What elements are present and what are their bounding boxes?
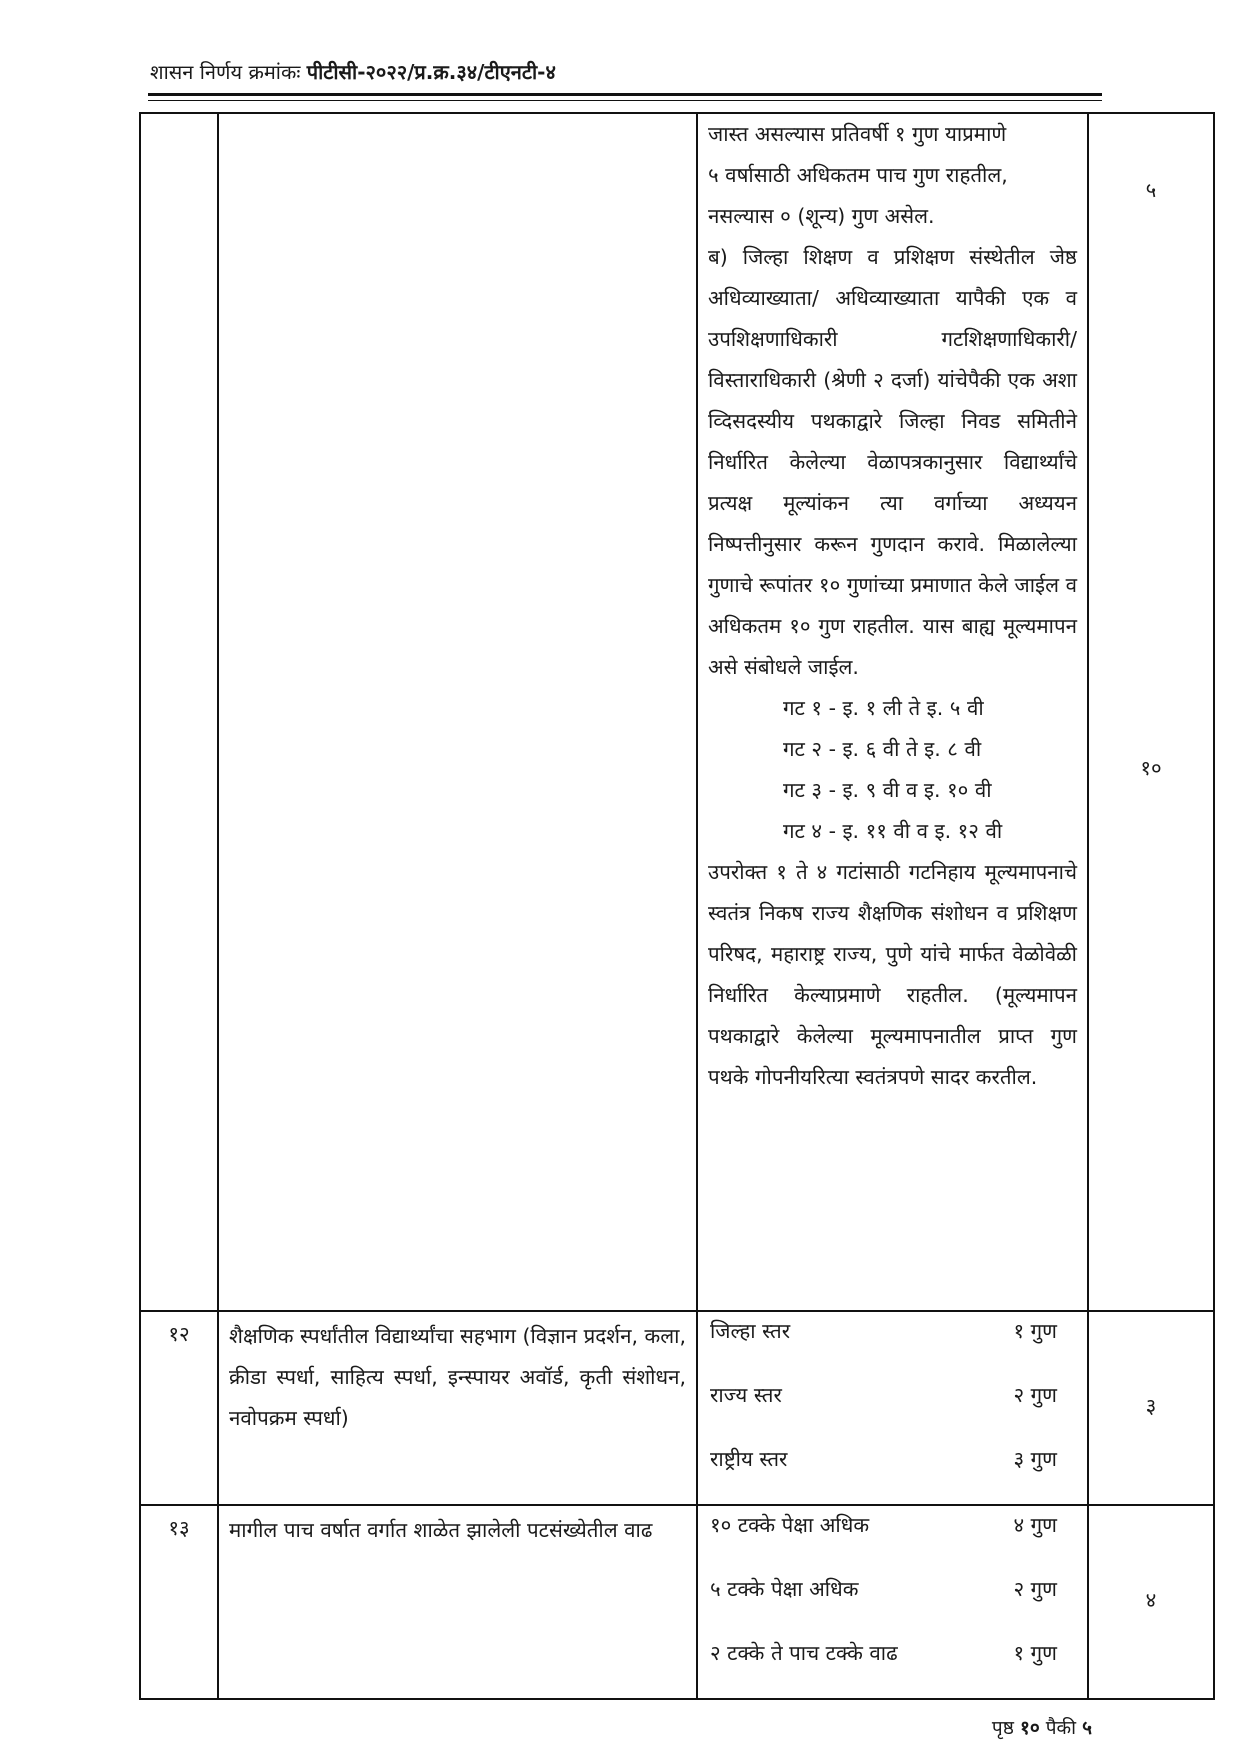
level-item bbox=[698, 1506, 1087, 1570]
row-description: मागील पाच वर्षात वर्गात शाळेत झालेली पटसंख्येतील वाढ bbox=[229, 1518, 653, 1542]
level-label: राष्ट्रीय स्तर bbox=[710, 1447, 788, 1471]
level-item bbox=[698, 1312, 1087, 1376]
row-max-marks: ४ bbox=[1145, 1588, 1157, 1612]
level-marks: २ गुण bbox=[1013, 1383, 1057, 1407]
group-2: गट २ - इ. ६ वी ते इ. ८ वी bbox=[783, 737, 982, 761]
row-description-cell bbox=[218, 1311, 697, 1505]
row-max-marks-cell bbox=[1088, 1505, 1214, 1699]
continued-line-2: ५ वर्षासाठी अधिकतम पाच गुण राहतील, bbox=[708, 163, 1008, 187]
row-levels-cell bbox=[697, 1505, 1088, 1699]
level-label: राज्य स्तर bbox=[710, 1383, 782, 1407]
header-prefix: शासन निर्णय क्रमांकः bbox=[150, 60, 301, 84]
row-number: १३ bbox=[168, 1516, 190, 1540]
row-number: १२ bbox=[168, 1322, 190, 1346]
level-label: जिल्हा स्तर bbox=[710, 1319, 791, 1343]
header-rule-thin bbox=[148, 100, 1102, 101]
row-number-cell bbox=[140, 1311, 218, 1505]
level-label: ५ टक्के पेक्षा अधिक bbox=[710, 1577, 859, 1601]
paragraph-b: ब) जिल्हा शिक्षण व प्रशिक्षण संस्थेतील जेष्ठ अधिव्याख्याता/ अधिव्याख्याता यापैकी एक व उपशिक्षणाधिकारी गटशिक्षणाधिकारी/विस्ताराधिकारी (श्रेणी २ दर्जा) यांचेपैकी एक अशा व्दिसदस्यीय पथकाद्वारे जिल्हा निवड समितीने निर्धारित केलेल्या वेळापत्रकानुसार विद्यार्थ्यांचे प्रत्यक्ष मूल्यांकन त्या वर्गाच्या अध्ययन निष्पत्तीनुसार करून गुणदान करावे. मिळालेल्या गुणाचे रूपांतर १० गुणांच्या प्रमाणात केले जाईल व अधिकतम १० गुण राहतील. यास बाह्य मूल्यमापन असे संबोधले जाईल. bbox=[708, 245, 1077, 679]
row-number-cell bbox=[140, 1505, 218, 1699]
table-row bbox=[140, 1311, 1214, 1505]
level-item bbox=[698, 1634, 1087, 1698]
header-rule-thick bbox=[148, 93, 1102, 96]
footer-middle: पैकी bbox=[1045, 1717, 1077, 1739]
continued-marks-cell bbox=[1088, 113, 1214, 1311]
level-marks: १ गुण bbox=[1013, 1641, 1057, 1665]
marks-ten: १० bbox=[1140, 756, 1162, 780]
continued-row bbox=[140, 113, 1214, 1311]
footer-page: ५ bbox=[1082, 1717, 1092, 1739]
continued-description-cell bbox=[218, 113, 697, 1311]
continued-line-1: जास्त असल्यास प्रतिवर्षी १ गुण याप्रमाणे bbox=[708, 122, 1007, 146]
level-item bbox=[698, 1570, 1087, 1634]
level-marks: ४ गुण bbox=[1013, 1513, 1057, 1537]
row-levels-cell bbox=[697, 1311, 1088, 1505]
level-marks: २ गुण bbox=[1013, 1577, 1057, 1601]
paragraph-after-groups: उपरोक्त १ ते ४ गटांसाठी गटनिहाय मूल्यमापनाचे स्वतंत्र निकष राज्य शैक्षणिक संशोधन व प्रशिक्षण परिषद, महाराष्ट्र राज्य, पुणे यांचे मार्फत वेळोवेळी निर्धारित केल्याप्रमाणे राहतील. (मूल्यमापन पथकाद्वारे केलेल्या मूल्यमापनातील प्राप्त गुण पथके गोपनीयरित्या स्वतंत्रपणे सादर करतील. bbox=[708, 860, 1077, 1089]
gr-number: पीटीसी-२०२२/प्र.क्र.३४/टीएनटी-४ bbox=[306, 60, 556, 84]
continued-criteria-cell bbox=[697, 113, 1088, 1311]
group-4: गट ४ - इ. ११ वी व इ. १२ वी bbox=[783, 819, 1003, 843]
table-row bbox=[140, 1505, 1214, 1699]
row-description-cell bbox=[218, 1505, 697, 1699]
group-3: गट ३ - इ. ९ वी व इ. १० वी bbox=[783, 778, 992, 802]
continued-line-3: नसल्यास ० (शून्य) गुण असेल. bbox=[708, 204, 935, 228]
group-1: गट १ - इ. १ ली ते इ. ५ वी bbox=[783, 696, 984, 720]
marks-five: ५ bbox=[1145, 178, 1157, 202]
level-label: २ टक्के ते पाच टक्के वाढ bbox=[710, 1641, 898, 1665]
row-max-marks: ३ bbox=[1145, 1394, 1157, 1418]
level-marks: ३ गुण bbox=[1013, 1447, 1057, 1471]
row-description: शैक्षणिक स्पर्धांतील विद्यार्थ्यांचा सहभाग (विज्ञान प्रदर्शन, कला, क्रीडा स्पर्धा, साहित्य स्पर्धा, इन्स्पायर अवॉर्ड, कृती संशोधन, नवोपक्रम स्पर्धा) bbox=[229, 1324, 686, 1430]
row-max-marks-cell bbox=[1088, 1311, 1214, 1505]
criteria-table bbox=[139, 112, 1215, 1700]
level-label: १० टक्के पेक्षा अधिक bbox=[710, 1513, 870, 1537]
continued-text bbox=[698, 114, 1087, 237]
footer-total: १० bbox=[1019, 1717, 1040, 1739]
page-footer bbox=[992, 1714, 1092, 1740]
footer-prefix: पृष्ठ bbox=[991, 1717, 1014, 1739]
document-header bbox=[150, 58, 556, 85]
level-item bbox=[698, 1376, 1087, 1440]
level-item bbox=[698, 1440, 1087, 1504]
continued-number-cell bbox=[140, 113, 218, 1311]
level-marks: १ गुण bbox=[1013, 1319, 1057, 1343]
